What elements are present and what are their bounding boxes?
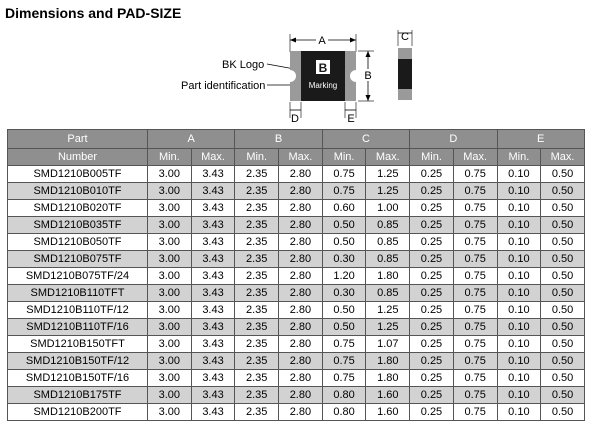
dim-e-min-cell: 0.10	[497, 302, 541, 319]
dim-e-max-cell: 0.50	[541, 387, 585, 404]
dim-b-min-cell: 2.35	[235, 166, 279, 183]
part-number-header: Number	[8, 149, 148, 166]
dim-c-min-cell: 1.20	[322, 268, 366, 285]
part-number-cell: SMD1210B150TF/12	[8, 353, 148, 370]
group-header-a: A	[148, 130, 235, 149]
table-row	[8, 268, 585, 285]
dim-b-max-cell: 2.80	[279, 302, 323, 319]
dim-b-min-cell: 2.35	[235, 336, 279, 353]
side-view-body	[398, 59, 412, 89]
dim-c-max-cell: 0.85	[366, 285, 410, 302]
max-header: Max.	[279, 149, 323, 166]
dim-c-min-cell: 0.80	[322, 404, 366, 421]
dim-c-max-cell: 0.85	[366, 217, 410, 234]
dim-c-max-cell: 1.80	[366, 353, 410, 370]
dim-c-max-cell: 1.25	[366, 166, 410, 183]
dim-b-min-cell: 2.35	[235, 302, 279, 319]
part-number-cell: SMD1210B020TF	[8, 200, 148, 217]
part-number-cell: SMD1210B200TF	[8, 404, 148, 421]
dim-c-max-cell: 1.25	[366, 319, 410, 336]
dim-a-max-cell: 3.43	[191, 387, 235, 404]
dim-c-max-cell: 1.07	[366, 336, 410, 353]
dim-a-max-cell: 3.43	[191, 319, 235, 336]
dim-d-min-cell: 0.25	[410, 404, 454, 421]
dim-e-min-cell: 0.10	[497, 183, 541, 200]
dim-b-min-cell: 2.35	[235, 200, 279, 217]
dim-e-max-cell: 0.50	[541, 370, 585, 387]
dim-a-min-cell: 3.00	[148, 353, 192, 370]
dim-c-min-cell: 0.75	[322, 336, 366, 353]
dim-b-min-cell: 2.35	[235, 217, 279, 234]
dim-b-max-cell: 2.80	[279, 319, 323, 336]
dim-a-max-cell: 3.43	[191, 217, 235, 234]
dim-a-max-cell: 3.43	[191, 285, 235, 302]
table-row	[8, 200, 585, 217]
dim-b-max-cell: 2.80	[279, 251, 323, 268]
part-number-cell: SMD1210B110TFT	[8, 285, 148, 302]
dim-e-max-cell: 0.50	[541, 285, 585, 302]
dim-d-min-cell: 0.25	[410, 370, 454, 387]
dimension-diagram	[0, 0, 600, 130]
dim-c-max-cell: 1.25	[366, 183, 410, 200]
part-number-cell: SMD1210B110TF/16	[8, 319, 148, 336]
table-row	[8, 387, 585, 404]
min-header: Min.	[410, 149, 454, 166]
dim-a-min-cell: 3.00	[148, 285, 192, 302]
dim-d-max-cell: 0.75	[453, 268, 497, 285]
dim-c-min-cell: 0.30	[322, 285, 366, 302]
dim-a-min-cell: 3.00	[148, 387, 192, 404]
dim-b-max-cell: 2.80	[279, 353, 323, 370]
dim-b-min-cell: 2.35	[235, 387, 279, 404]
dim-a-max-cell: 3.43	[191, 336, 235, 353]
table-row	[8, 251, 585, 268]
dim-c-max-cell: 1.80	[366, 370, 410, 387]
dim-a-min-cell: 3.00	[148, 166, 192, 183]
dim-c-min-cell: 0.80	[322, 387, 366, 404]
dim-d-min-cell: 0.25	[410, 251, 454, 268]
table-row	[8, 285, 585, 302]
dim-a-max-cell: 3.43	[191, 166, 235, 183]
dim-e-min-cell: 0.10	[497, 217, 541, 234]
dim-b-label: B	[364, 70, 372, 82]
dim-e-label: E	[347, 113, 355, 125]
dim-d-max-cell: 0.75	[453, 251, 497, 268]
table-row	[8, 217, 585, 234]
dim-e-max-cell: 0.50	[541, 217, 585, 234]
dim-d-max-cell: 0.75	[453, 285, 497, 302]
table-row	[8, 370, 585, 387]
dim-b-max-cell: 2.80	[279, 387, 323, 404]
dim-c-max-cell: 1.00	[366, 200, 410, 217]
dim-e-min-cell: 0.10	[497, 404, 541, 421]
part-number-cell: SMD1210B175TF	[8, 387, 148, 404]
dim-e-max-cell: 0.50	[541, 404, 585, 421]
dim-a-max-cell: 3.43	[191, 370, 235, 387]
dim-d-min-cell: 0.25	[410, 217, 454, 234]
min-header: Min.	[148, 149, 192, 166]
chip-body	[301, 51, 345, 101]
part-identification-label: Part identification	[181, 80, 266, 92]
dim-d-min-cell: 0.25	[410, 200, 454, 217]
dim-b-arrow-bottom	[366, 95, 371, 101]
dim-b-min-cell: 2.35	[235, 370, 279, 387]
dim-c-min-cell: 0.50	[322, 319, 366, 336]
bk-logo-mark: B	[318, 61, 328, 75]
table-row	[8, 183, 585, 200]
dim-e-min-cell: 0.10	[497, 268, 541, 285]
max-header: Max.	[541, 149, 585, 166]
dim-b-min-cell: 2.35	[235, 251, 279, 268]
dim-a-min-cell: 3.00	[148, 217, 192, 234]
dim-e-min-cell: 0.10	[497, 353, 541, 370]
chip-notch-left	[284, 70, 296, 82]
dim-c-label: C	[401, 31, 409, 43]
page-title: Dimensions and PAD-SIZE	[5, 5, 182, 21]
dim-d-max-cell: 0.75	[453, 166, 497, 183]
table-header-row-minmax	[8, 149, 585, 166]
max-header: Max.	[453, 149, 497, 166]
dim-b-max-cell: 2.80	[279, 336, 323, 353]
dimensions-table	[7, 129, 585, 421]
chip-marking-text: Marking	[308, 81, 338, 90]
dim-a-max-cell: 3.43	[191, 200, 235, 217]
dim-c-min-cell: 0.75	[322, 166, 366, 183]
dim-b-max-cell: 2.80	[279, 217, 323, 234]
dim-a-max-cell: 3.43	[191, 302, 235, 319]
dim-d-max-cell: 0.75	[453, 404, 497, 421]
dim-a-max-cell: 3.43	[191, 404, 235, 421]
dim-e-min-cell: 0.10	[497, 166, 541, 183]
dim-a-max-cell: 3.43	[191, 183, 235, 200]
dim-a-max-cell: 3.43	[191, 268, 235, 285]
dim-e-max-cell: 0.50	[541, 336, 585, 353]
dim-d-min-cell: 0.25	[410, 268, 454, 285]
dim-e-max-cell: 0.50	[541, 166, 585, 183]
dim-b-min-cell: 2.35	[235, 268, 279, 285]
dim-b-max-cell: 2.80	[279, 166, 323, 183]
table-row	[8, 234, 585, 251]
dim-a-min-cell: 3.00	[148, 251, 192, 268]
dim-a-arrow-left	[290, 38, 296, 43]
dim-a-min-cell: 3.00	[148, 200, 192, 217]
table-header-row-groups	[8, 130, 585, 149]
dim-a-min-cell: 3.00	[148, 370, 192, 387]
bk-logo-label: BK Logo	[222, 59, 265, 71]
dim-d-max-cell: 0.75	[453, 234, 497, 251]
dim-d-max-cell: 0.75	[453, 217, 497, 234]
dim-a-min-cell: 3.00	[148, 404, 192, 421]
dim-c-min-cell: 0.50	[322, 302, 366, 319]
dim-d-min-cell: 0.25	[410, 285, 454, 302]
group-header-e: E	[497, 130, 584, 149]
max-header: Max.	[191, 149, 235, 166]
min-header: Min.	[322, 149, 366, 166]
dim-d-min-cell: 0.25	[410, 387, 454, 404]
dim-d-min-cell: 0.25	[410, 302, 454, 319]
dim-a-min-cell: 3.00	[148, 183, 192, 200]
table-row	[8, 319, 585, 336]
dim-b-max-cell: 2.80	[279, 370, 323, 387]
dim-d-max-cell: 0.75	[453, 336, 497, 353]
table-row	[8, 302, 585, 319]
dim-b-max-cell: 2.80	[279, 404, 323, 421]
dim-e-max-cell: 0.50	[541, 183, 585, 200]
group-header-b: B	[235, 130, 322, 149]
dim-e-max-cell: 0.50	[541, 319, 585, 336]
dim-a-max-cell: 3.43	[191, 251, 235, 268]
dim-b-arrow-top	[366, 51, 371, 57]
dim-b-min-cell: 2.35	[235, 234, 279, 251]
dim-b-max-cell: 2.80	[279, 285, 323, 302]
part-number-cell: SMD1210B075TF/24	[8, 268, 148, 285]
part-number-cell: SMD1210B005TF	[8, 166, 148, 183]
table-row	[8, 336, 585, 353]
part-number-cell: SMD1210B150TFT	[8, 336, 148, 353]
dim-e-min-cell: 0.10	[497, 319, 541, 336]
part-number-cell: SMD1210B050TF	[8, 234, 148, 251]
dim-d-max-cell: 0.75	[453, 183, 497, 200]
dim-d-max-cell: 0.75	[453, 387, 497, 404]
dim-c-max-cell: 0.85	[366, 234, 410, 251]
min-header: Min.	[497, 149, 541, 166]
part-header: Part	[8, 130, 148, 149]
dim-a-min-cell: 3.00	[148, 319, 192, 336]
group-header-c: C	[322, 130, 409, 149]
dim-b-min-cell: 2.35	[235, 404, 279, 421]
dim-d-min-cell: 0.25	[410, 319, 454, 336]
dim-c-min-cell: 0.75	[322, 183, 366, 200]
chip-notch-right	[350, 70, 362, 82]
part-number-cell: SMD1210B110TF/12	[8, 302, 148, 319]
dim-b-min-cell: 2.35	[235, 285, 279, 302]
dim-c-min-cell: 0.60	[322, 200, 366, 217]
dim-c-min-cell: 0.75	[322, 370, 366, 387]
dim-b-max-cell: 2.80	[279, 268, 323, 285]
part-number-cell: SMD1210B075TF	[8, 251, 148, 268]
dim-a-label: A	[318, 35, 326, 47]
dim-c-min-cell: 0.30	[322, 251, 366, 268]
dim-d-max-cell: 0.75	[453, 353, 497, 370]
part-number-cell: SMD1210B035TF	[8, 217, 148, 234]
dim-a-min-cell: 3.00	[148, 302, 192, 319]
dim-e-max-cell: 0.50	[541, 302, 585, 319]
dim-a-min-cell: 3.00	[148, 336, 192, 353]
dim-d-min-cell: 0.25	[410, 234, 454, 251]
dim-d-min-cell: 0.25	[410, 336, 454, 353]
dim-d-min-cell: 0.25	[410, 353, 454, 370]
dim-e-min-cell: 0.10	[497, 336, 541, 353]
part-number-cell: SMD1210B150TF/16	[8, 370, 148, 387]
dim-e-min-cell: 0.10	[497, 200, 541, 217]
table-row	[8, 353, 585, 370]
dim-c-min-cell: 0.50	[322, 234, 366, 251]
dim-e-max-cell: 0.50	[541, 234, 585, 251]
dim-e-min-cell: 0.10	[497, 370, 541, 387]
table-row	[8, 404, 585, 421]
min-header: Min.	[235, 149, 279, 166]
table-row	[8, 166, 585, 183]
dim-d-label: D	[291, 113, 299, 125]
dim-a-max-cell: 3.43	[191, 234, 235, 251]
dim-d-max-cell: 0.75	[453, 200, 497, 217]
dim-b-min-cell: 2.35	[235, 353, 279, 370]
dim-a-arrow-right	[350, 38, 356, 43]
dim-b-min-cell: 2.35	[235, 183, 279, 200]
max-header: Max.	[366, 149, 410, 166]
dim-c-max-cell: 1.60	[366, 387, 410, 404]
dim-d-min-cell: 0.25	[410, 183, 454, 200]
dim-c-max-cell: 1.80	[366, 268, 410, 285]
dim-a-min-cell: 3.00	[148, 234, 192, 251]
dim-e-max-cell: 0.50	[541, 268, 585, 285]
dim-b-min-cell: 2.35	[235, 319, 279, 336]
dim-e-max-cell: 0.50	[541, 200, 585, 217]
dim-b-max-cell: 2.80	[279, 234, 323, 251]
dim-e-min-cell: 0.10	[497, 234, 541, 251]
dim-c-min-cell: 0.50	[322, 217, 366, 234]
dim-d-max-cell: 0.75	[453, 319, 497, 336]
dim-e-max-cell: 0.50	[541, 251, 585, 268]
dim-a-max-cell: 3.43	[191, 353, 235, 370]
table-body	[8, 166, 585, 421]
dim-e-min-cell: 0.10	[497, 387, 541, 404]
dim-d-max-cell: 0.75	[453, 302, 497, 319]
dim-e-min-cell: 0.10	[497, 285, 541, 302]
dim-d-min-cell: 0.25	[410, 166, 454, 183]
group-header-d: D	[410, 130, 497, 149]
dim-c-max-cell: 1.25	[366, 302, 410, 319]
dim-c-max-cell: 1.60	[366, 404, 410, 421]
dim-d-max-cell: 0.75	[453, 370, 497, 387]
part-number-cell: SMD1210B010TF	[8, 183, 148, 200]
dim-c-max-cell: 0.85	[366, 251, 410, 268]
dim-e-max-cell: 0.50	[541, 353, 585, 370]
dim-a-min-cell: 3.00	[148, 268, 192, 285]
dim-b-max-cell: 2.80	[279, 200, 323, 217]
dim-c-min-cell: 0.75	[322, 353, 366, 370]
dim-b-max-cell: 2.80	[279, 183, 323, 200]
dim-e-min-cell: 0.10	[497, 251, 541, 268]
